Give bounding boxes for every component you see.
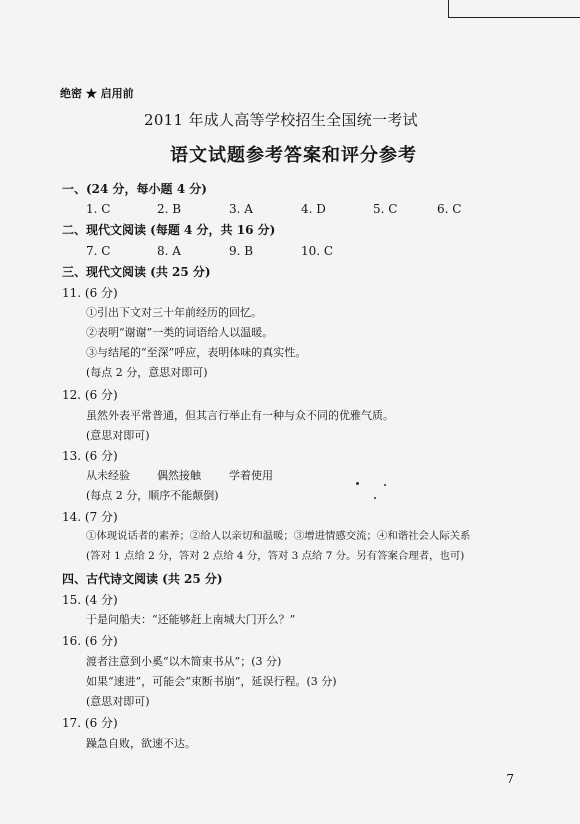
q11-label: 11. (6 分) — [62, 286, 118, 300]
q14-label: 14. (7 分) — [62, 510, 118, 524]
scan-speck — [356, 482, 359, 485]
q17-answer-line: 躁急自败，欲速不达。 — [86, 737, 196, 750]
q16-answer-line: 渡者注意到小奚“以木简束书从”；(3 分) — [86, 655, 282, 668]
q13-term: 偶然接触 — [157, 469, 201, 482]
q12-answer-line: 虽然外表平常普通，但其言行举止有一种与众不同的优雅气质。 — [86, 409, 394, 422]
q15-label: 15. (4 分) — [62, 593, 118, 607]
section1-heading: 一、(24 分，每小题 4 分) — [62, 182, 207, 196]
answer-item: 3. A — [229, 202, 253, 216]
q13-label: 13. (6 分) — [62, 449, 118, 463]
q11-answer-line: ③与结尾的“至深”呼应，表明体味的真实性。 — [86, 346, 307, 359]
answer-item: 9. B — [229, 244, 254, 258]
answer-item: 1. C — [86, 202, 111, 216]
scan-edge-line — [448, 0, 449, 18]
q13-scoring-note: (每点 2 分，顺序不能颠倒) — [86, 489, 219, 502]
answer-item: 6. C — [437, 202, 462, 216]
q11-scoring-note: (每点 2 分，意思对即可) — [86, 366, 208, 379]
answer-item: 8. A — [157, 244, 181, 258]
answer-item: 5. C — [373, 202, 398, 216]
scan-speck — [384, 484, 386, 486]
answer-item: 2. B — [157, 202, 182, 216]
q11-answer-line: ②表明“谢谢”一类的词语给人以温暖。 — [86, 326, 274, 339]
answer-item: 7. C — [86, 244, 111, 258]
q17-label: 17. (6 分) — [62, 716, 118, 730]
q12-label: 12. (6 分) — [62, 388, 118, 402]
section3-heading: 三、现代文阅读 (共 25 分) — [62, 265, 211, 279]
answer-item: 10. C — [301, 244, 334, 258]
q16-label: 16. (6 分) — [62, 634, 118, 648]
q15-answer-line: 于是问船夫：“还能够赶上南城大门开么？” — [86, 613, 296, 626]
answer-item: 4. D — [301, 202, 326, 216]
document-title: 语文试题参考答案和评分参考 — [170, 145, 417, 166]
q13-term: 学着使用 — [229, 469, 273, 482]
q12-scoring-note: (意思对即可) — [86, 429, 150, 442]
q11-answer-line: ①引出下文对三十年前经历的回忆。 — [86, 306, 262, 319]
q16-scoring-note: (意思对即可) — [86, 695, 150, 708]
scan-edge-line — [448, 17, 580, 18]
q14-answer-line: ①体现说话者的素养；②给人以亲切和温暖；③增进情感交流；④和谐社会人际关系 — [86, 530, 471, 542]
page-number: 7 — [506, 772, 514, 786]
q13-term: 从未经验 — [86, 469, 130, 482]
section4-heading: 四、古代诗文阅读 (共 25 分) — [62, 572, 223, 586]
scan-speck — [374, 497, 376, 499]
q16-answer-line: 如果“速进”，可能会“束断书崩”，延误行程。(3 分) — [86, 675, 337, 688]
q14-scoring-note: (答对 1 点给 2 分，答对 2 点给 4 分，答对 3 点给 7 分。另有答案合理者，也可) — [86, 550, 465, 562]
secret-mark: 绝密 ★ 启用前 — [60, 87, 134, 100]
section2-heading: 二、现代文阅读 (每题 4 分，共 16 分) — [62, 223, 276, 237]
exam-title: 2011 年成人高等学校招生全国统一考试 — [144, 111, 418, 129]
